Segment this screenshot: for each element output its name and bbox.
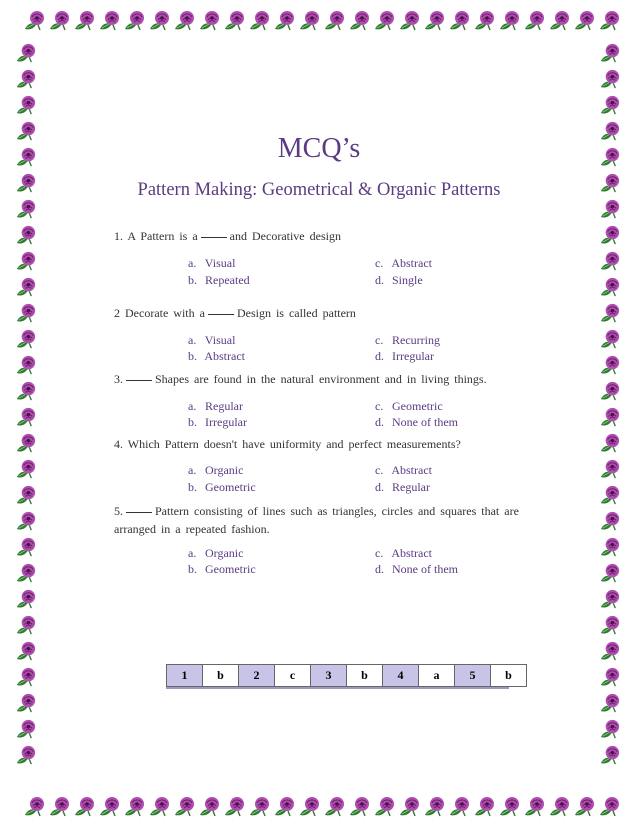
rose-with-leaf-icon: [297, 794, 322, 819]
option-a: a. Visual: [188, 333, 236, 347]
rose-with-leaf-icon: [497, 794, 522, 819]
question-5: [114, 502, 564, 538]
rose-with-leaf-icon: [72, 8, 97, 33]
rose-with-leaf-icon: [14, 457, 38, 481]
option-c: c. Recurring: [375, 333, 440, 347]
option-b: b. Irregular: [188, 415, 247, 429]
answer-blank: [126, 379, 152, 381]
rose-with-leaf-icon: [598, 431, 622, 455]
rose-with-leaf-icon: [598, 613, 622, 637]
rose-with-leaf-icon: [14, 379, 38, 403]
rose-with-leaf-icon: [472, 8, 497, 33]
rose-with-leaf-icon: [147, 794, 172, 819]
question-text-before: 1. A Pattern is a: [114, 229, 198, 243]
rose-with-leaf-icon: [14, 561, 38, 585]
rose-with-leaf-icon: [14, 275, 38, 299]
rose-with-leaf-icon: [598, 639, 622, 663]
rose-with-leaf-icon: [222, 8, 247, 33]
rose-with-leaf-icon: [197, 8, 222, 33]
rose-with-leaf-icon: [47, 794, 72, 819]
option-d: d. Irregular: [375, 349, 434, 363]
rose-with-leaf-icon: [97, 794, 122, 819]
rose-with-leaf-icon: [598, 483, 622, 507]
rose-with-leaf-icon: [372, 794, 397, 819]
question-text-before: 3.: [114, 372, 123, 386]
key-question-number: 4: [383, 665, 419, 687]
rose-with-leaf-icon: [598, 223, 622, 247]
rose-with-leaf-icon: [422, 8, 447, 33]
rose-with-leaf-icon: [14, 223, 38, 247]
option-b: b. Geometric: [188, 480, 256, 494]
rose-with-leaf-icon: [14, 405, 38, 429]
rose-with-leaf-icon: [147, 8, 172, 33]
rose-with-leaf-icon: [598, 327, 622, 351]
rose-with-leaf-icon: [497, 8, 522, 33]
rose-with-leaf-icon: [598, 535, 622, 559]
key-answer: b: [347, 665, 383, 687]
rose-with-leaf-icon: [322, 794, 347, 819]
question-text-after: and Decorative design: [229, 229, 341, 243]
rose-with-leaf-icon: [14, 535, 38, 559]
rose-with-leaf-icon: [598, 353, 622, 377]
answer-key-table: [166, 664, 527, 687]
rose-with-leaf-icon: [14, 301, 38, 325]
rose-with-leaf-icon: [297, 8, 322, 33]
key-question-number: 5: [455, 665, 491, 687]
question-text-after: Pattern consisting of lines such as triangles, circles and squares that are arranged in a repeated fashion.: [114, 504, 519, 536]
rose-with-leaf-icon: [447, 794, 472, 819]
option-c: c. Abstract: [375, 256, 432, 270]
rose-with-leaf-icon: [472, 794, 497, 819]
rose-with-leaf-icon: [14, 665, 38, 689]
rose-with-leaf-icon: [598, 275, 622, 299]
key-answer: a: [419, 665, 455, 687]
rose-with-leaf-icon: [598, 301, 622, 325]
rose-with-leaf-icon: [197, 794, 222, 819]
option-d: d. Regular: [375, 480, 430, 494]
option-a: a. Organic: [188, 463, 244, 477]
question-1: [114, 229, 564, 244]
rose-with-leaf-icon: [372, 8, 397, 33]
rose-with-leaf-icon: [14, 249, 38, 273]
rose-with-leaf-icon: [322, 8, 347, 33]
key-question-number: 2: [239, 665, 275, 687]
rose-with-leaf-icon: [598, 457, 622, 481]
rose-with-leaf-icon: [14, 483, 38, 507]
rose-with-leaf-icon: [14, 353, 38, 377]
option-a: a. Visual: [188, 256, 236, 270]
rose-with-leaf-icon: [597, 794, 622, 819]
rose-with-leaf-icon: [347, 794, 372, 819]
rose-with-leaf-icon: [14, 587, 38, 611]
rose-with-leaf-icon: [397, 794, 422, 819]
rose-with-leaf-icon: [14, 431, 38, 455]
question-text-after: Design is called pattern: [236, 306, 356, 320]
rose-with-leaf-icon: [14, 41, 38, 65]
rose-with-leaf-icon: [598, 665, 622, 689]
rose-with-leaf-icon: [397, 8, 422, 33]
rose-with-leaf-icon: [22, 8, 47, 33]
rose-with-leaf-icon: [572, 8, 597, 33]
page-subtitle: Pattern Making: Geometrical & Organic Patterns: [137, 180, 501, 200]
rose-with-leaf-icon: [598, 41, 622, 65]
answer-blank: [208, 313, 234, 315]
rose-with-leaf-icon: [47, 8, 72, 33]
question-text-before: 2 Decorate with a: [114, 306, 205, 320]
option-d: d. None of them: [375, 415, 458, 429]
answer-blank: [126, 511, 152, 513]
rose-with-leaf-icon: [598, 717, 622, 741]
rose-with-leaf-icon: [247, 794, 272, 819]
floral-border-bottom: [0, 786, 638, 826]
rose-with-leaf-icon: [14, 93, 38, 117]
rose-with-leaf-icon: [598, 587, 622, 611]
rose-with-leaf-icon: [14, 509, 38, 533]
key-answer: b: [203, 665, 239, 687]
rose-with-leaf-icon: [522, 794, 547, 819]
page-title: MCQ’s: [277, 133, 361, 164]
answer-key-row: [167, 665, 527, 687]
answer-blank: [201, 236, 227, 238]
rose-with-leaf-icon: [598, 743, 622, 767]
option-c: c. Abstract: [375, 463, 432, 477]
option-c: c. Abstract: [375, 546, 432, 560]
rose-with-leaf-icon: [598, 691, 622, 715]
option-d: d. Single: [375, 273, 423, 287]
rose-with-leaf-icon: [22, 794, 47, 819]
option-d: d. None of them: [375, 562, 458, 576]
rose-with-leaf-icon: [347, 8, 372, 33]
question-text-before: 5.: [114, 504, 123, 518]
key-answer: c: [275, 665, 311, 687]
rose-with-leaf-icon: [547, 8, 572, 33]
option-a: a. Regular: [188, 399, 243, 413]
rose-with-leaf-icon: [598, 379, 622, 403]
rose-with-leaf-icon: [598, 93, 622, 117]
key-answer: b: [491, 665, 527, 687]
rose-with-leaf-icon: [447, 8, 472, 33]
rose-with-leaf-icon: [97, 8, 122, 33]
rose-with-leaf-icon: [14, 691, 38, 715]
question-text-after: Shapes are found in the natural environment and in living things.: [155, 372, 487, 386]
option-b: b. Geometric: [188, 562, 256, 576]
rose-with-leaf-icon: [14, 717, 38, 741]
rose-with-leaf-icon: [14, 639, 38, 663]
rose-with-leaf-icon: [14, 67, 38, 91]
question-4: [114, 437, 564, 452]
rose-with-leaf-icon: [598, 405, 622, 429]
rose-with-leaf-icon: [547, 794, 572, 819]
option-a: a. Organic: [188, 546, 244, 560]
rose-with-leaf-icon: [598, 249, 622, 273]
question-2: [114, 306, 564, 321]
question-text: 4. Which Pattern doesn't have uniformity and perfect measurements?: [114, 437, 461, 451]
rose-with-leaf-icon: [522, 8, 547, 33]
key-question-number: 3: [311, 665, 347, 687]
rose-with-leaf-icon: [172, 8, 197, 33]
answer-key-shadow: [166, 687, 509, 689]
rose-with-leaf-icon: [14, 743, 38, 767]
rose-with-leaf-icon: [272, 8, 297, 33]
rose-with-leaf-icon: [598, 67, 622, 91]
rose-with-leaf-icon: [572, 794, 597, 819]
rose-with-leaf-icon: [72, 794, 97, 819]
rose-with-leaf-icon: [597, 8, 622, 33]
rose-with-leaf-icon: [598, 561, 622, 585]
option-c: c. Geometric: [375, 399, 443, 413]
key-question-number: 1: [167, 665, 203, 687]
rose-with-leaf-icon: [14, 327, 38, 351]
rose-with-leaf-icon: [272, 794, 297, 819]
option-b: b. Abstract: [188, 349, 245, 363]
rose-with-leaf-icon: [14, 613, 38, 637]
rose-with-leaf-icon: [122, 8, 147, 33]
rose-with-leaf-icon: [422, 794, 447, 819]
rose-with-leaf-icon: [122, 794, 147, 819]
rose-with-leaf-icon: [222, 794, 247, 819]
rose-with-leaf-icon: [247, 8, 272, 33]
rose-with-leaf-icon: [172, 794, 197, 819]
floral-border-top: [0, 0, 638, 40]
option-b: b. Repeated: [188, 273, 250, 287]
question-3: [114, 372, 564, 387]
rose-with-leaf-icon: [598, 509, 622, 533]
